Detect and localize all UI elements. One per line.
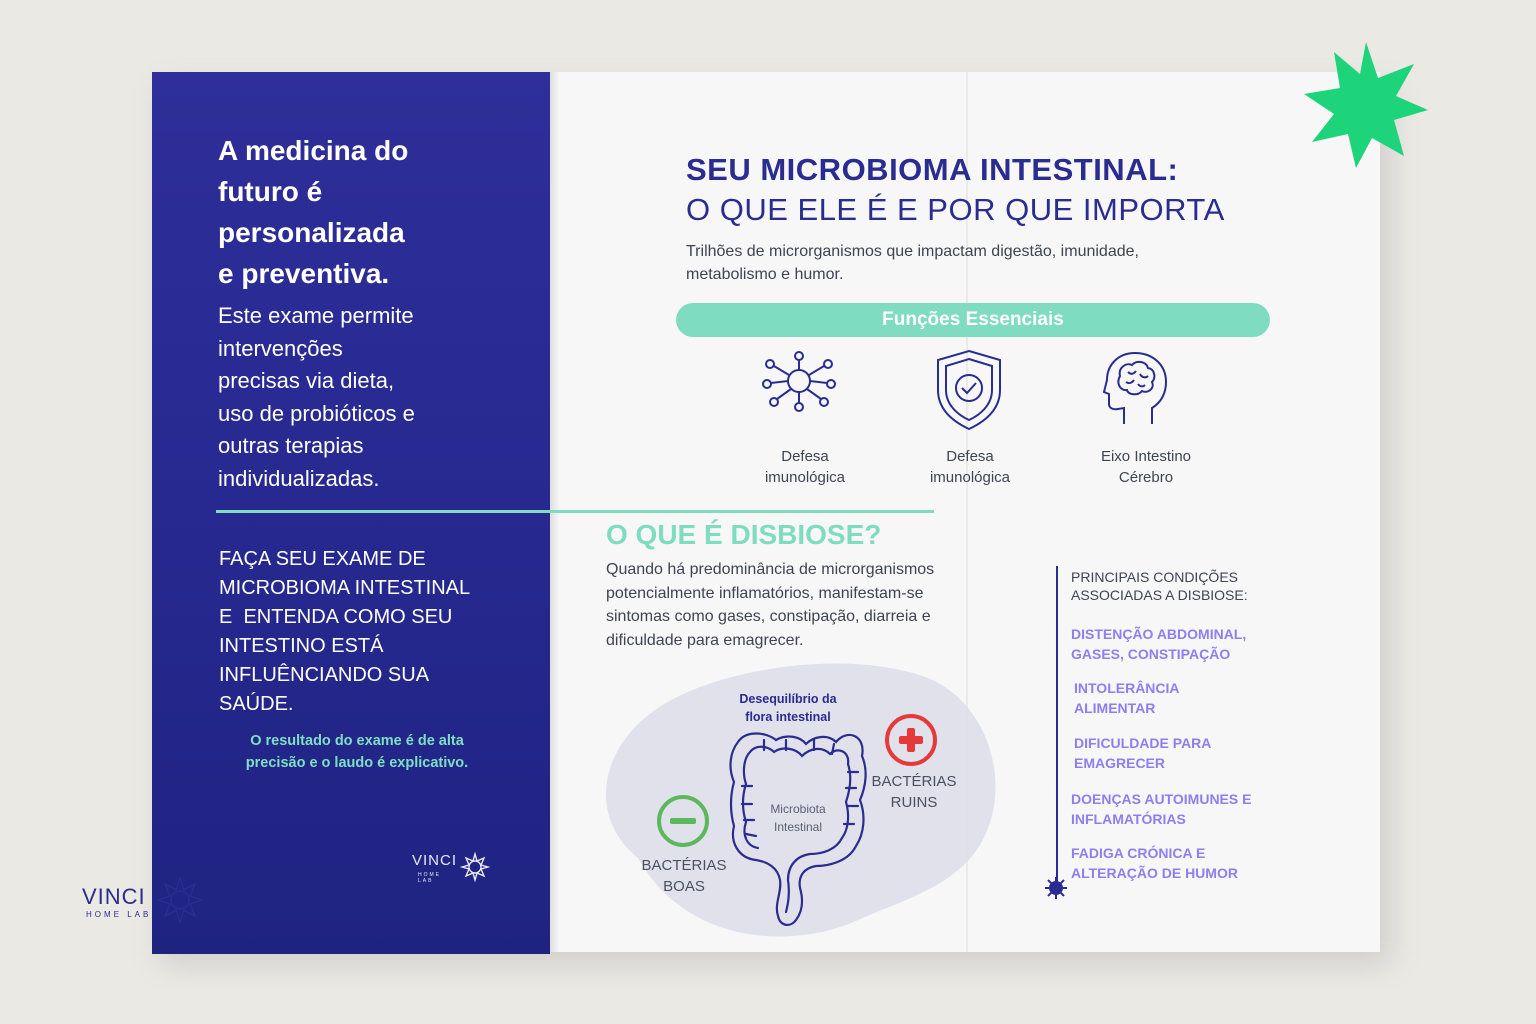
good-bacteria-line: BOAS bbox=[663, 878, 705, 895]
function-label bbox=[730, 446, 880, 488]
cta-line: FAÇA SEU EXAME DE bbox=[219, 548, 426, 570]
function-label-line: imunológica bbox=[764, 469, 846, 486]
note-line: precisão e o laudo é explicativo. bbox=[245, 755, 469, 771]
condition-line: INTOLERÂNCIA bbox=[1074, 680, 1180, 696]
headline-line: personalizada bbox=[218, 217, 405, 248]
left-headline bbox=[218, 130, 518, 294]
conditions-timeline-line bbox=[1056, 566, 1058, 884]
bad-bacteria-line: BACTÉRIAS bbox=[871, 773, 957, 790]
page-logo-text: VINCI bbox=[82, 884, 146, 909]
bad-bacteria-label bbox=[862, 771, 966, 813]
lead-line: metabolismo e humor. bbox=[686, 266, 844, 283]
condition-line: DOENÇAS AUTOIMUNES E bbox=[1071, 791, 1252, 807]
dysbiosis-text bbox=[606, 558, 1026, 652]
headline-line: futuro é bbox=[218, 176, 323, 207]
sun-logo-icon bbox=[460, 852, 490, 882]
green-star-icon bbox=[1300, 38, 1432, 170]
function-label-line: Defesa bbox=[946, 448, 994, 465]
network-icon bbox=[758, 350, 840, 412]
cta-line: MICROBIOMA INTESTINAL bbox=[219, 577, 471, 599]
left-cta-text bbox=[219, 545, 519, 719]
condition-line: GASES, CONSTIPAÇÃO bbox=[1071, 646, 1231, 662]
body-line: intervenções bbox=[218, 335, 343, 361]
lead-text bbox=[686, 240, 1286, 286]
condition-line: DISTENÇÃO ABDOMINAL, bbox=[1071, 626, 1247, 642]
panel-logo bbox=[412, 852, 458, 884]
conditions-heading-line: ASSOCIADAS A DISBIOSE: bbox=[1071, 587, 1248, 603]
microbiota-line: Intestinal bbox=[773, 820, 823, 834]
left-body-text bbox=[218, 300, 518, 495]
condition-item bbox=[1071, 624, 1301, 664]
cta-line: SAÚDE. bbox=[219, 693, 294, 715]
microbiota-label bbox=[757, 800, 839, 836]
cta-line: INTESTINO ESTÁ bbox=[219, 635, 384, 657]
page-logo-sub: HOME LAB bbox=[86, 910, 152, 919]
cta-line: INFLUÊNCIANDO SUA bbox=[219, 664, 430, 686]
good-bacteria-label bbox=[632, 855, 736, 897]
headline-line: A medicina do bbox=[218, 135, 409, 166]
conditions-heading bbox=[1071, 568, 1301, 604]
condition-line: DIFICULDADE PARA bbox=[1074, 735, 1212, 751]
dysbiosis-line: potencialmente inflamatórios, manifestam-se bbox=[606, 584, 924, 602]
functions-pill: Funções Essenciais bbox=[676, 303, 1270, 337]
panel-logo-sub: HOME LAB bbox=[418, 872, 441, 884]
diagram-title-line: flora intestinal bbox=[745, 710, 831, 724]
condition-line: INFLAMATÓRIAS bbox=[1071, 811, 1186, 827]
body-line: precisas via dieta, bbox=[218, 368, 395, 393]
function-label-line: Eixo Intestino bbox=[1100, 448, 1192, 465]
dysbiosis-line: sintomas como gases, constipação, diarreia e bbox=[606, 608, 931, 625]
condition-item bbox=[1074, 678, 1304, 718]
section-divider bbox=[216, 510, 934, 513]
minus-circle-icon bbox=[655, 793, 711, 849]
function-label-line: imunológica bbox=[929, 469, 1011, 486]
plus-circle-icon bbox=[883, 712, 939, 768]
function-label-line: Cérebro bbox=[1118, 469, 1174, 486]
dysbiosis-heading: O QUE É DISBIOSE? bbox=[606, 519, 882, 550]
result-note bbox=[212, 730, 502, 774]
body-line: outras terapias bbox=[218, 433, 364, 458]
page-subtitle: O QUE ELE É E POR QUE IMPORTA bbox=[686, 192, 1225, 227]
condition-line: FADIGA CRÓNICA E bbox=[1071, 845, 1206, 861]
condition-line: EMAGRECER bbox=[1074, 755, 1166, 771]
condition-item bbox=[1071, 789, 1301, 829]
function-label bbox=[895, 446, 1045, 488]
sun-logo-icon bbox=[156, 876, 204, 924]
body-line: Este exame permite bbox=[218, 303, 414, 328]
note-line: O resultado do exame é de alta bbox=[250, 733, 464, 749]
page-title: SEU MICROBIOMA INTESTINAL: bbox=[686, 152, 1179, 187]
body-line: individualizadas. bbox=[218, 465, 380, 491]
microbiota-line: Microbiota bbox=[770, 802, 826, 816]
dysbiosis-line: Quando há predominância de microrganismos bbox=[606, 561, 935, 578]
timeline-end-icon bbox=[1044, 876, 1068, 900]
dysbiosis-line: dificuldade para emagrecer. bbox=[606, 631, 804, 649]
panel-logo-text: VINCI bbox=[412, 852, 458, 869]
head-brain-icon bbox=[1100, 350, 1172, 430]
bad-bacteria-line: RUINS bbox=[890, 794, 938, 811]
function-label bbox=[1071, 446, 1221, 488]
good-bacteria-line: BACTÉRIAS bbox=[641, 857, 727, 874]
conditions-heading-line: PRINCIPAIS CONDIÇÕES bbox=[1071, 569, 1238, 585]
function-label-line: Defesa bbox=[781, 448, 829, 465]
headline-line: e preventiva. bbox=[218, 258, 390, 289]
condition-item bbox=[1071, 843, 1301, 883]
shield-check-icon bbox=[934, 348, 1004, 432]
lead-line: Trilhões de microrganismos que impactam digestão, imunidade, bbox=[686, 243, 1139, 260]
condition-line: ALIMENTAR bbox=[1074, 700, 1156, 716]
condition-item bbox=[1074, 733, 1304, 773]
diagram-title-line: Desequilíbrio da bbox=[739, 692, 837, 706]
body-line: uso de probióticos e bbox=[218, 400, 415, 426]
cta-line: E ENTENDA COMO SEU bbox=[219, 606, 453, 628]
condition-line: ALTERAÇÃO DE HUMOR bbox=[1071, 865, 1238, 881]
